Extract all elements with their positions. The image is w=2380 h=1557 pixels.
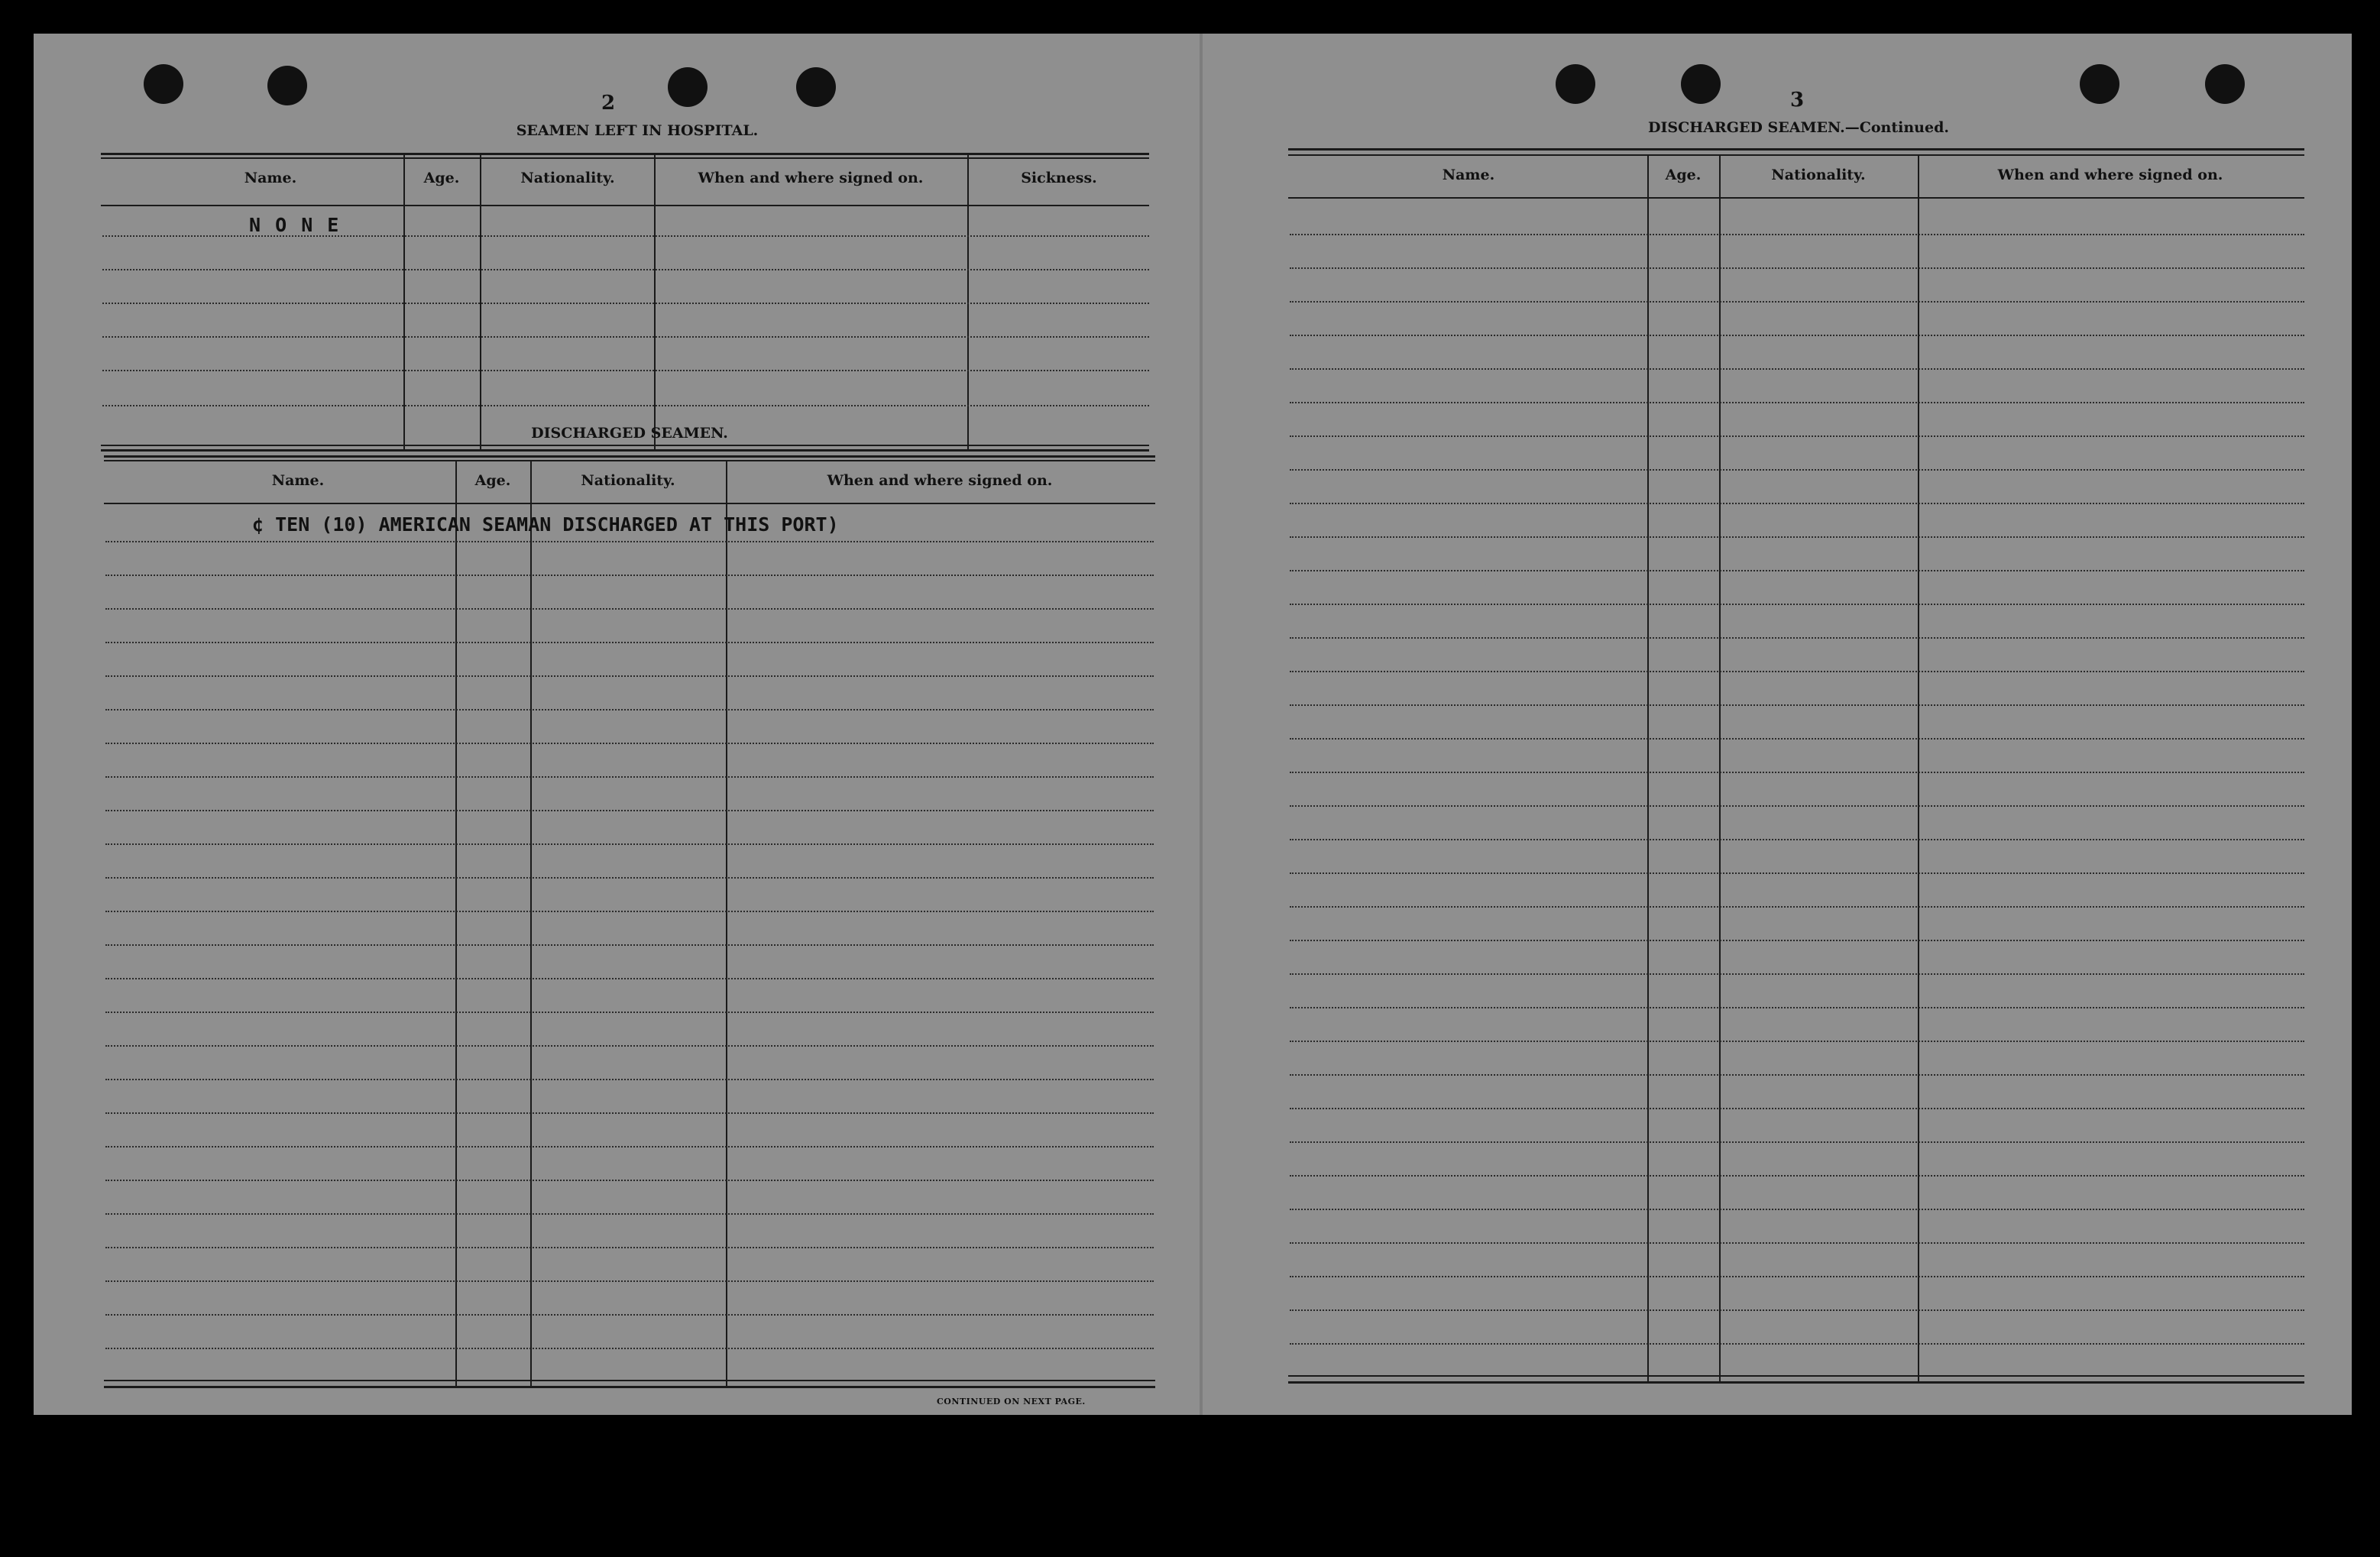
ruled-line (105, 675, 1154, 677)
ruled-line (105, 1247, 1154, 1248)
table-bottom-rule (104, 1386, 1155, 1388)
ruled-line (1290, 1175, 2304, 1177)
ruled-line (105, 877, 1154, 879)
column-header-age: Age. (1665, 167, 1702, 183)
ruled-line (105, 1079, 1154, 1080)
ruled-line (1290, 503, 2304, 504)
ruled-line (1290, 604, 2304, 605)
ruled-line (105, 1213, 1154, 1215)
ruled-line (1290, 805, 2304, 807)
ruled-line (105, 1112, 1154, 1114)
table-bottom-rule (104, 1380, 1155, 1381)
ruled-line (1290, 973, 2304, 975)
ruled-line (1290, 1209, 2304, 1210)
column-header-name: Name. (1442, 167, 1495, 183)
ruled-line (1290, 335, 2304, 336)
ruled-line (105, 642, 1154, 643)
ruled-line (1290, 469, 2304, 471)
ruled-line (1290, 368, 2304, 370)
ruled-line (1290, 301, 2304, 303)
column-header-nationality: Nationality. (581, 472, 675, 489)
ruled-line (105, 1146, 1154, 1148)
column-header-signed-on: When and where signed on. (1997, 167, 2223, 183)
discharged-entry: ¢ TEN (10) AMERICAN SEAMAN DISCHARGED AT THIS PORT) (252, 513, 839, 536)
ruled-line (1290, 536, 2304, 538)
table-bottom-rule (1288, 1381, 2304, 1384)
ruled-line (105, 1045, 1154, 1047)
ruled-line (105, 743, 1154, 744)
continued-ruled-lines (1290, 34, 2304, 1415)
column-header-signed-on: When and where signed on. (698, 170, 924, 186)
discharged-continued-title: DISCHARGED SEAMEN.—Continued. (1648, 119, 1949, 136)
ruled-line (1290, 1074, 2304, 1076)
ruled-line (105, 1180, 1154, 1181)
ruled-line (105, 911, 1154, 912)
ruled-line (105, 1012, 1154, 1013)
column-header-name: Name. (244, 170, 297, 186)
ruled-line (1290, 570, 2304, 571)
page-number: 2 (601, 92, 616, 115)
right-page (1203, 34, 2352, 1415)
ruled-line (105, 541, 1154, 542)
ruled-line (1290, 704, 2304, 706)
continued-footer: CONTINUED ON NEXT PAGE. (937, 1397, 1086, 1406)
column-header-nationality: Nationality. (1771, 167, 1866, 183)
table-bottom-rule (1288, 1375, 2304, 1377)
discharged-ruled-lines (105, 34, 1154, 1415)
ruled-line (105, 944, 1154, 946)
ruled-line (105, 575, 1154, 576)
ruled-line (1290, 1276, 2304, 1277)
column-header-nationality: Nationality. (520, 170, 615, 186)
left-page (34, 34, 1203, 1415)
ruled-line (1290, 435, 2304, 437)
ruled-line (1290, 839, 2304, 840)
ruled-line (105, 810, 1154, 811)
ruled-line (105, 709, 1154, 711)
ruled-line (1290, 1242, 2304, 1244)
ruled-line (105, 843, 1154, 845)
ruled-line (105, 1280, 1154, 1282)
ruled-line (1290, 1309, 2304, 1311)
ruled-line (1290, 940, 2304, 941)
ruled-line (1290, 772, 2304, 773)
column-header-name: Name. (271, 472, 325, 489)
ruled-line (1290, 234, 2304, 235)
page-number: 3 (1789, 89, 1805, 112)
column-header-age: Age. (423, 170, 460, 186)
column-header-sickness: Sickness. (1021, 170, 1097, 186)
ruled-line (1290, 1007, 2304, 1008)
ruled-line (105, 608, 1154, 610)
column-header-age: Age. (474, 472, 511, 489)
discharged-section-title: DISCHARGED SEAMEN. (531, 425, 728, 442)
hospital-entry: N O N E (249, 214, 341, 236)
ruled-line (105, 1314, 1154, 1316)
ruled-line (1290, 738, 2304, 740)
ruled-line (1290, 402, 2304, 403)
ruled-line (1290, 1108, 2304, 1109)
document-scan (34, 34, 2352, 1415)
ruled-line (1290, 671, 2304, 672)
hospital-section-title: SEAMEN LEFT IN HOSPITAL. (516, 122, 759, 139)
column-header-signed-on: When and where signed on. (827, 472, 1053, 489)
ruled-line (1290, 637, 2304, 639)
ruled-line (105, 978, 1154, 979)
ruled-line (105, 776, 1154, 778)
ruled-line (1290, 1343, 2304, 1345)
ruled-line (1290, 267, 2304, 269)
ruled-line (105, 1348, 1154, 1349)
ruled-line (1290, 1141, 2304, 1143)
ruled-line (1290, 872, 2304, 874)
ruled-line (1290, 906, 2304, 908)
ruled-line (1290, 1041, 2304, 1042)
